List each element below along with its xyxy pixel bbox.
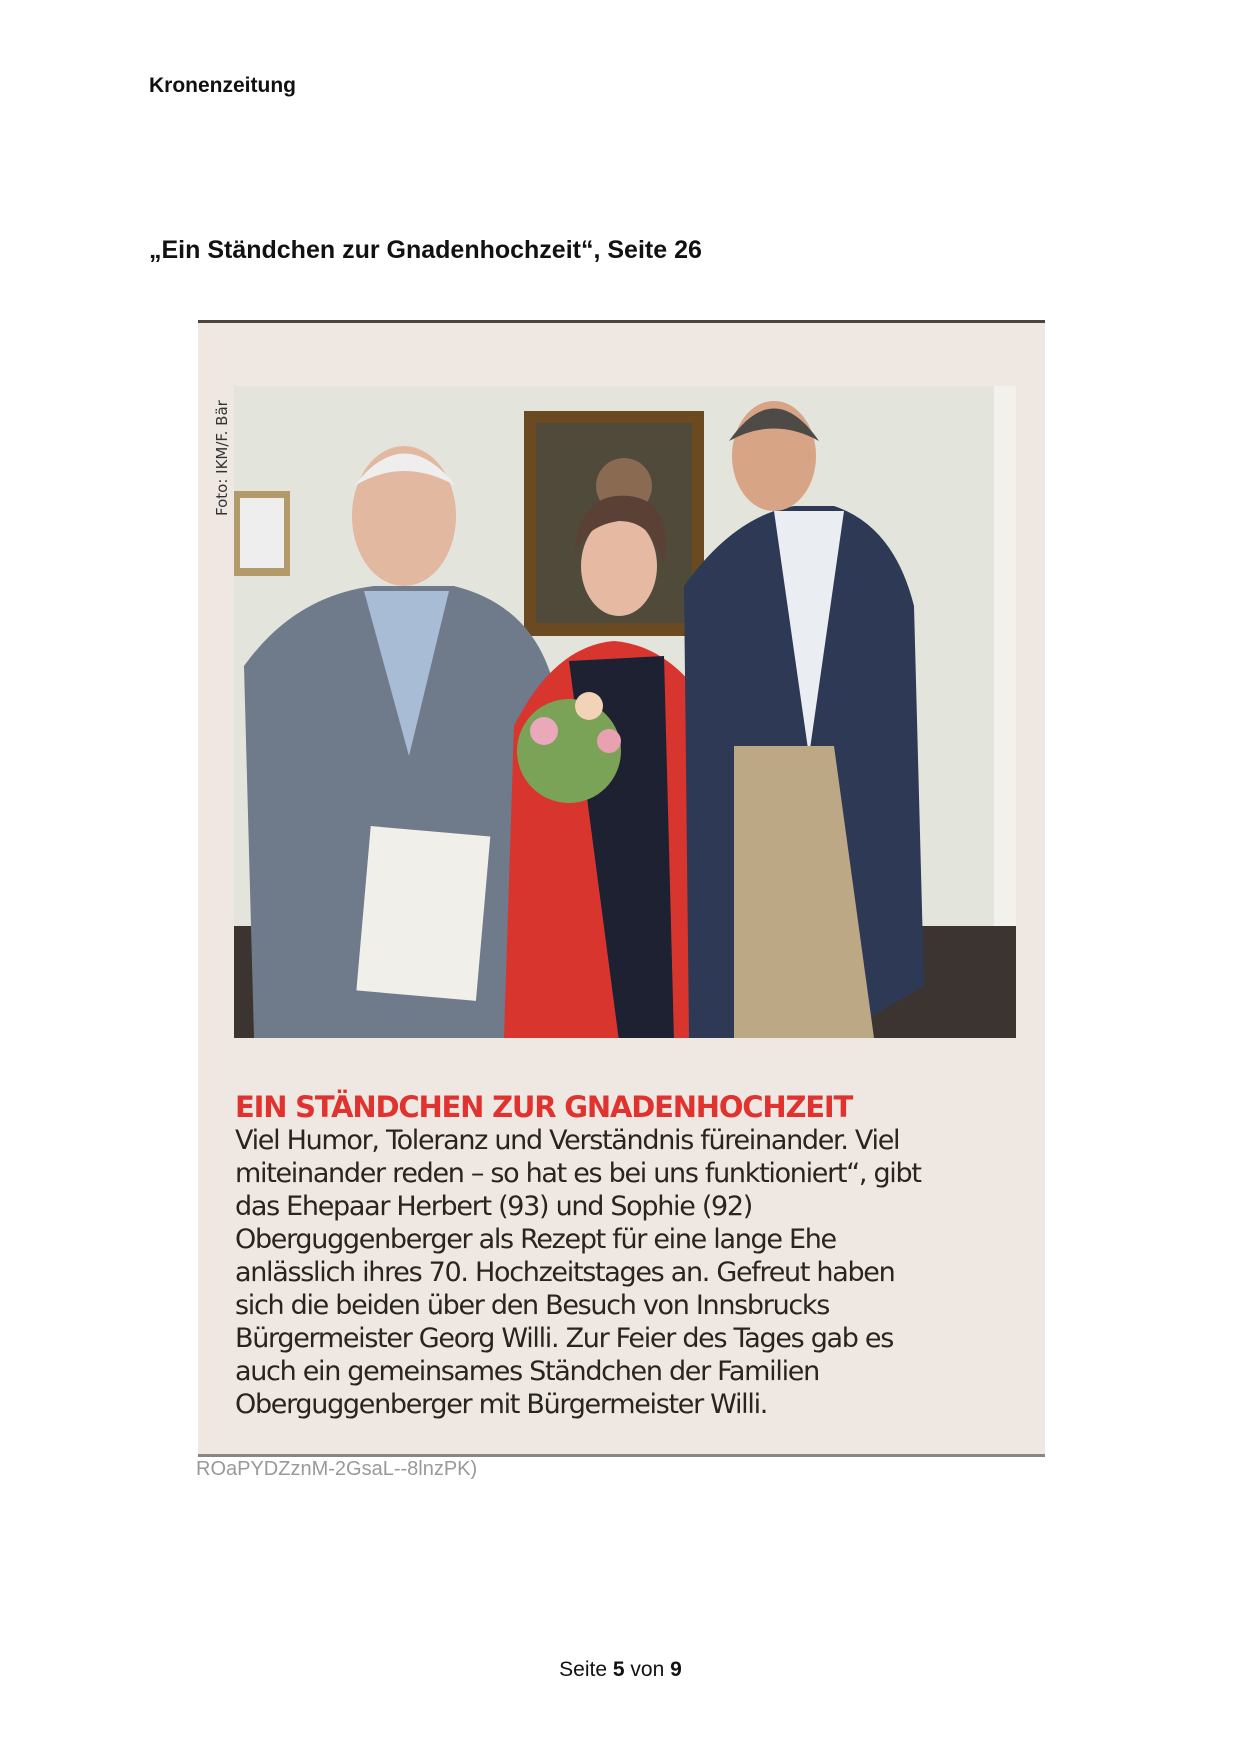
photo-credit: Foto: IKM/F. Bär [213,400,231,516]
body-line: miteinander reden – so hat es bei uns funktioniert“, gibt [235,1158,921,1189]
source-name: Kronenzeitung [149,74,296,97]
footer-code: ROaPYDZznM-2GsaL--8lnzPK) [196,1458,478,1480]
page-number [0,1658,1241,1682]
article-title: „Ein Ständchen zur Gnadenhochzeit“, Seite 26 [149,236,702,264]
body-line: das Ehepaar Herbert (93) und Sophie (92) [235,1191,753,1222]
body-line: anlässlich ihres 70. Hochzeitstages an. Gefreut haben [235,1257,895,1288]
body-line: sich die beiden über den Besuch von Innsbrucks [235,1290,830,1321]
pager-prefix: Seite [559,1658,608,1681]
body-line: Oberguggenberger als Rezept für eine lange Ehe [235,1224,836,1255]
body-line: auch ein gemeinsames Ständchen der Familien [235,1356,819,1387]
clipping-body [235,1124,1025,1421]
body-line: Viel Humor, Toleranz und Verständnis füreinander. Viel [235,1125,900,1156]
body-line: Bürgermeister Georg Willi. Zur Feier des Tages gab es [235,1323,893,1354]
pager-current: 5 [612,1658,625,1681]
body-line: Oberguggenberger mit Bürgermeister Willi. [235,1389,768,1420]
pager-total: 9 [670,1658,682,1681]
article-photo [234,386,1016,1038]
clipping-headline: EIN STÄNDCHEN ZUR GNADENHOCHZEIT [235,1090,853,1124]
pager-middle: von [630,1658,665,1681]
